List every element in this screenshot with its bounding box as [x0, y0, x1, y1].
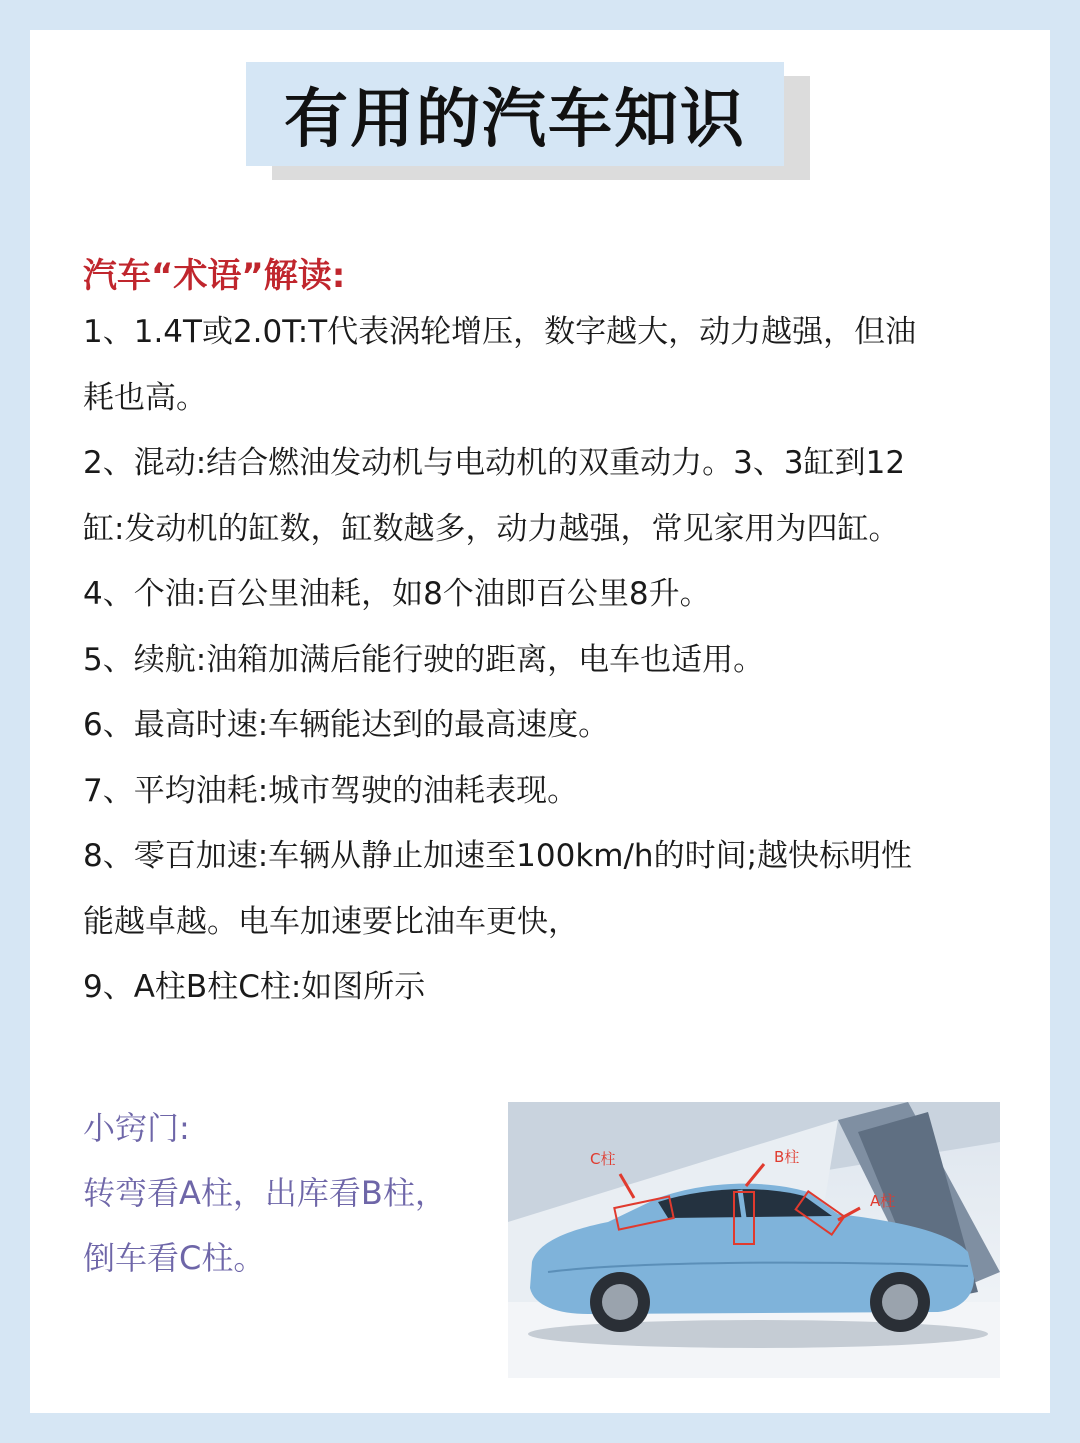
term-item-5: 5、续航:油箱加满后能行驶的距离，电车也适用。: [83, 641, 765, 678]
a-pillar-label: A柱: [870, 1192, 896, 1210]
tips-line-1: 转弯看A柱，出库看B柱，: [83, 1174, 447, 1212]
section-heading: 汽车“术语”解读:: [83, 256, 346, 296]
content-card: [30, 30, 1050, 1413]
car-illustration: [508, 1102, 1000, 1378]
term-list: [83, 300, 933, 1021]
tips-block: [83, 1096, 447, 1291]
term-item-2-3: 2、混动:结合燃油发动机与电动机的双重动力。3、3缸到12缸:发动机的缸数，缸数越多，动力越强，常见家用为四缸。: [83, 445, 906, 547]
car-rear-rim: [602, 1284, 638, 1320]
tips-line-2: 倒车看C柱。: [83, 1239, 266, 1277]
term-item-7: 7、平均油耗:城市驾驶的油耗表现。: [83, 772, 579, 809]
car-pillar-photo: [508, 1102, 1000, 1378]
title-banner: [246, 62, 784, 166]
c-pillar-label: C柱: [590, 1150, 616, 1168]
term-item-4: 4、个油:百公里油耗，如8个油即百公里8升。: [83, 576, 711, 612]
car-front-rim: [882, 1284, 918, 1320]
term-item-8: 8、零百加速:车辆从静止加速至100km/h的时间;越快标明性能越卓越。电车加速要比油车更快，: [83, 838, 913, 940]
term-item-1: 1、1.4T或2.0T:T代表涡轮增压，数字越大，动力越强，但油耗也高。: [83, 314, 917, 416]
b-pillar-label: B柱: [774, 1148, 800, 1166]
page-title: 有用的汽车知识: [284, 83, 746, 157]
tips-heading: 小窍门:: [83, 1109, 190, 1147]
term-item-6: 6、最高时速:车辆能达到的最高速度。: [83, 707, 610, 743]
term-item-9: 9、A柱B柱C柱:如图所示: [83, 969, 426, 1005]
